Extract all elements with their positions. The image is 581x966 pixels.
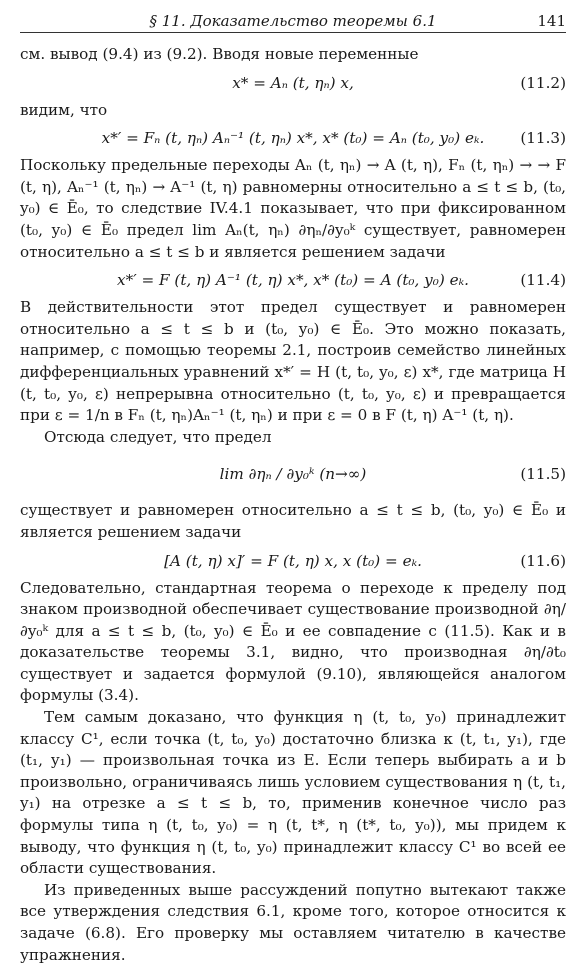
equation-11-4 [20, 263, 566, 297]
page-body [20, 44, 566, 966]
paragraph-line: видим, что [20, 100, 108, 119]
section-title: § 11. Доказательство теоремы 6.1 [149, 12, 437, 30]
paragraph: существует и равномерен относительно a ≤ t ≤ b, (t₀, y₀) ∈ Ē₀ и является решением задачи [20, 501, 566, 541]
paragraph-line: см. вывод (9.4) из (9.2). Вводя новые переменные [20, 45, 419, 63]
equation-11-3 [20, 121, 566, 155]
paragraph: Поскольку предельные переходы Aₙ (t, ηₙ) → A (t, η), Fₙ (t, ηₙ) → → F (t, η), Aₙ⁻¹ (t, ηₙ) → A⁻¹ (t, η) равномерны относительно a ≤ t ≤ b, (t₀, y₀) ∈ Ē₀, то следствие IV.4.1 показывает, что при фиксированном (t₀, y₀) ∈ Ē₀ предел lim Aₙ(t, ηₙ) ∂ηₙ/∂y₀ᵏ существует, равномерен относительно a ≤ t ≤ b и является решением задачи [20, 156, 566, 261]
equation-number: (11.5) [520, 465, 566, 484]
equation-formula: lim ∂ηₙ / ∂y₀ᵏ (n→∞) [219, 465, 367, 484]
equation-11-2 [20, 66, 566, 100]
equation-formula: [A (t, η) x]′ = F (t, η) x, x (t₀) = eₖ. [164, 551, 422, 570]
equation-number: (11.6) [520, 551, 566, 570]
equation-number: (11.2) [520, 73, 566, 92]
equation-number: (11.4) [520, 271, 566, 290]
equation-formula: x*′ = Fₙ (t, ηₙ) Aₙ⁻¹ (t, ηₙ) x*, x* (t₀) = Aₙ (t₀, y₀) eₖ. [101, 129, 485, 148]
paragraph: Отсюда следует, что предел [44, 427, 272, 446]
equation-11-6 [20, 544, 566, 578]
running-header [20, 10, 566, 33]
paragraph: Следовательно, стандартная теорема о переходе к пределу под знаком производной обеспечивает существование производной ∂η/∂y₀ᵏ для a ≤ t ≤ b, (t₀, y₀) ∈ Ē₀ и ее совпадение с (11.5). Как и в доказательстве теоремы 3.1, видно, что производная ∂η/∂t₀ существует и задается формулой (9.10), являющейся аналогом формулы (3.4). [20, 578, 566, 705]
equation-formula: x*′ = F (t, η) A⁻¹ (t, η) x*, x* (t₀) = A (t₀, y₀) eₖ. [117, 271, 469, 290]
equation-formula: x* = Aₙ (t, ηₙ) x, [232, 73, 354, 92]
page-number: 141 [537, 12, 566, 30]
equation-11-5 [20, 448, 566, 500]
paragraph: В действительности этот предел существует и равномерен относительно a ≤ t ≤ b и (t₀, y₀) ∈ Ē₀. Это можно показать, например, с помощью теоремы 2.1, построив семейство линейных дифференциальных уравнений x*′ = H (t, t₀, y₀, ε) x*, где матрица H (t, t₀, y₀, ε) непрерывна относительно (t, t₀, y₀, ε) и превращается при ε = 1/n в Fₙ (t, ηₙ)Aₙ⁻¹ (t, ηₙ) и при ε = 0 в F (t, η) A⁻¹ (t, η). [20, 298, 566, 425]
equation-number: (11.3) [520, 129, 566, 148]
paragraph: Из приведенных выше рассуждений попутно вытекают также все утверждения следствия 6.1, кроме того, которое относится к задаче (6.8). Его проверку мы оставляем читателю в качестве упражнения. [20, 880, 566, 964]
paragraph: Тем самым доказано, что функция η (t, t₀, y₀) принадлежит классу C¹, если точка (t, t₀, y₀) достаточно близка к (t, t₁, y₁), где (t₁, y₁) — произвольная точка из E. Если теперь выбирать a и b произвольно, ограничиваясь лишь условием существования η (t, t₁, y₁) на отрезке a ≤ t ≤ b, то, применив конечное число раз формулы типа η (t, t₀, y₀) = η (t, t*, η (t*, t₀, y₀)), мы придем к выводу, что функция η (t, t₀, y₀) принадлежит классу C¹ во всей ее области существования. [20, 708, 566, 878]
